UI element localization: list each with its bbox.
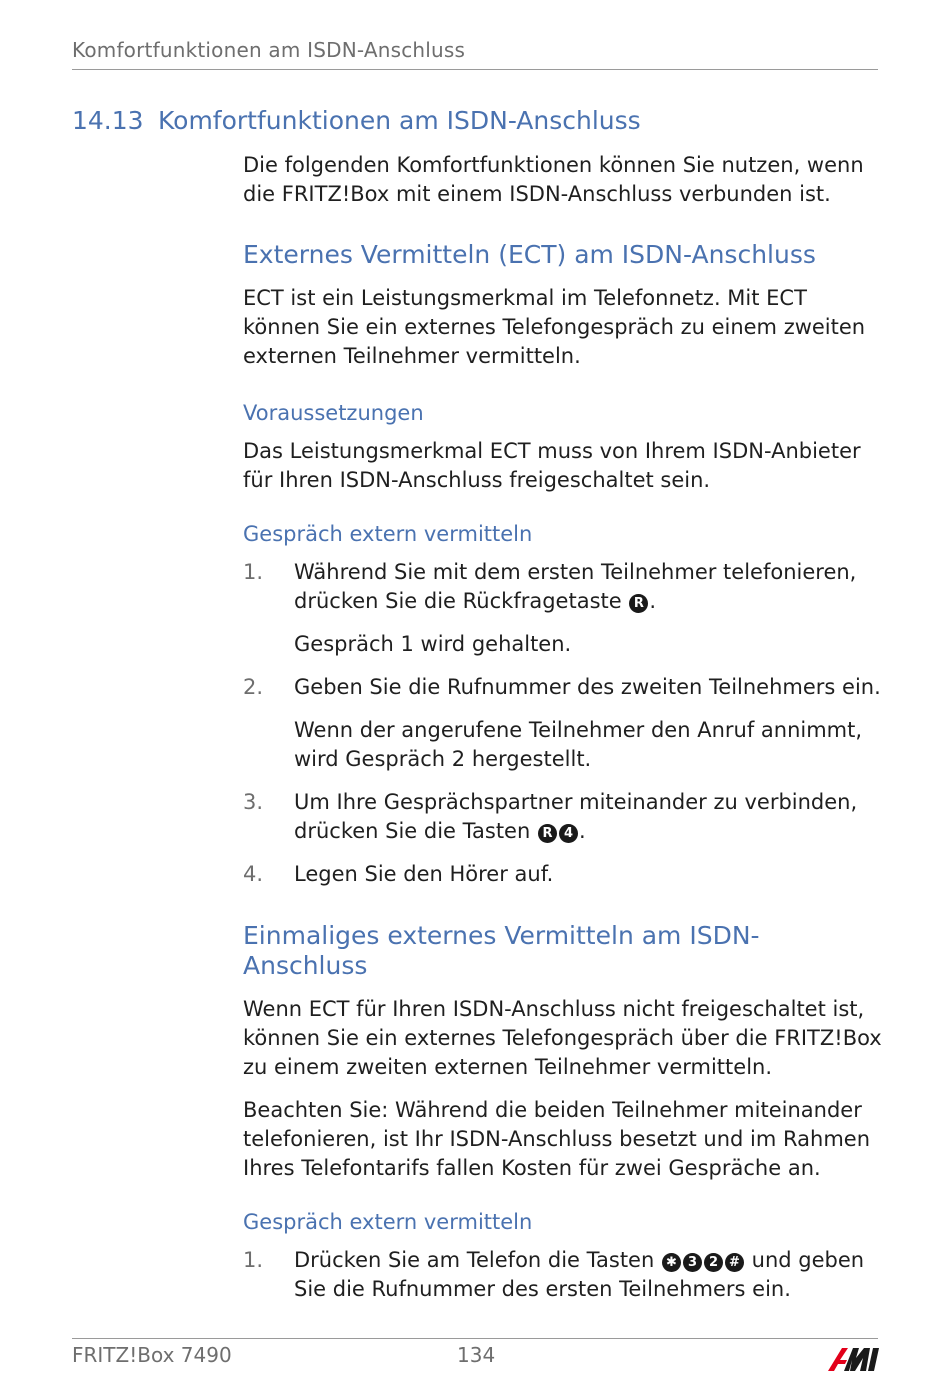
- prereq-paragraph: Das Leistungsmerkmal ECT muss von Ihrem ISDN-Anbieter für Ihren ISDN-Anschluss freigeschaltet sein.: [243, 439, 861, 492]
- page-number: 134: [457, 1343, 496, 1367]
- once-paragraph-2: Beachten Sie: Während die beiden Teilnehmer miteinander telefonieren, ist Ihr ISDN-Anschluss besetzt und im Rahmen Ihres Telefontarifs fallen Kosten für zwei Gespräche an.: [243, 1098, 871, 1180]
- section-title: Komfortfunktionen am ISDN-Anschluss: [158, 106, 641, 135]
- running-header: Komfortfunktionen am ISDN-Anschluss: [72, 38, 466, 62]
- key-4-icon: 4: [559, 824, 578, 843]
- step-text: Während Sie mit dem ersten Teilnehmer telefonieren, drücken Sie die Rückfragetaste R .: [294, 560, 857, 613]
- section-heading: [72, 106, 641, 135]
- ect-paragraph: ECT ist ein Leistungsmerkmal im Telefonnetz. Mit ECT können Sie ein externes Telefongespräch zu einem zweiten externen Teilnehmer vermitteln.: [243, 286, 866, 368]
- ect-howto-heading: Gespräch extern vermitteln: [243, 522, 533, 546]
- step-item: [243, 1246, 883, 1304]
- step-number: 2.: [243, 675, 264, 699]
- step-text: Drücken Sie am Telefon die Tasten ✱ 3 2 # und geben Sie die Rufnummer des ersten Teilnehmers ein.: [294, 1248, 865, 1301]
- key-r-icon: R: [629, 594, 648, 613]
- key-2-icon: 2: [704, 1253, 723, 1272]
- step-number: 4.: [243, 862, 264, 886]
- step-note: Wenn der angerufene Teilnehmer den Anruf annimmt, wird Gespräch 2 hergestellt.: [294, 718, 863, 771]
- step-item: [243, 860, 883, 889]
- intro-paragraph: Die folgenden Komfortfunktionen können Sie nutzen, wenn die FRITZ!Box mit einem ISDN-Anschluss verbunden ist.: [243, 153, 864, 206]
- key-3-icon: 3: [683, 1253, 702, 1272]
- avm-logo-icon: [828, 1346, 880, 1372]
- once-paragraph-1: Wenn ECT für Ihren ISDN-Anschluss nicht freigeschaltet ist, können Sie ein externes Telefongespräch über die FRITZ!Box zu einem zweiten externen Teilnehmer vermitteln.: [243, 997, 882, 1079]
- ect-heading: Externes Vermitteln (ECT) am ISDN-Anschluss: [243, 240, 816, 269]
- step-item: [243, 673, 883, 702]
- step-number: 1.: [243, 1248, 264, 1272]
- step-text: Legen Sie den Hörer auf.: [294, 862, 554, 886]
- step-note: Gespräch 1 wird gehalten.: [294, 632, 572, 656]
- once-howto-heading: Gespräch extern vermitteln: [243, 1210, 533, 1234]
- step-number: 3.: [243, 790, 264, 814]
- step-text: Um Ihre Gesprächspartner miteinander zu verbinden, drücken Sie die Tasten R 4 .: [294, 790, 858, 843]
- section-number: 14.13: [72, 106, 144, 135]
- footer-product: FRITZ!Box 7490: [72, 1343, 232, 1367]
- prereq-heading: Voraussetzungen: [243, 401, 424, 425]
- key-r-icon: R: [538, 824, 557, 843]
- step-text: Geben Sie die Rufnummer des zweiten Teilnehmers ein.: [294, 675, 881, 699]
- key-star-icon: ✱: [662, 1253, 681, 1272]
- key-hash-icon: #: [725, 1253, 744, 1272]
- step-item: [243, 788, 883, 846]
- footer-rule: [72, 1338, 878, 1339]
- header-rule: [72, 69, 878, 70]
- once-heading: Einmaliges externes Vermitteln am ISDN-Anschluss: [243, 921, 760, 980]
- page-content: [243, 151, 883, 1318]
- step-item: [243, 558, 883, 616]
- step-number: 1.: [243, 560, 264, 584]
